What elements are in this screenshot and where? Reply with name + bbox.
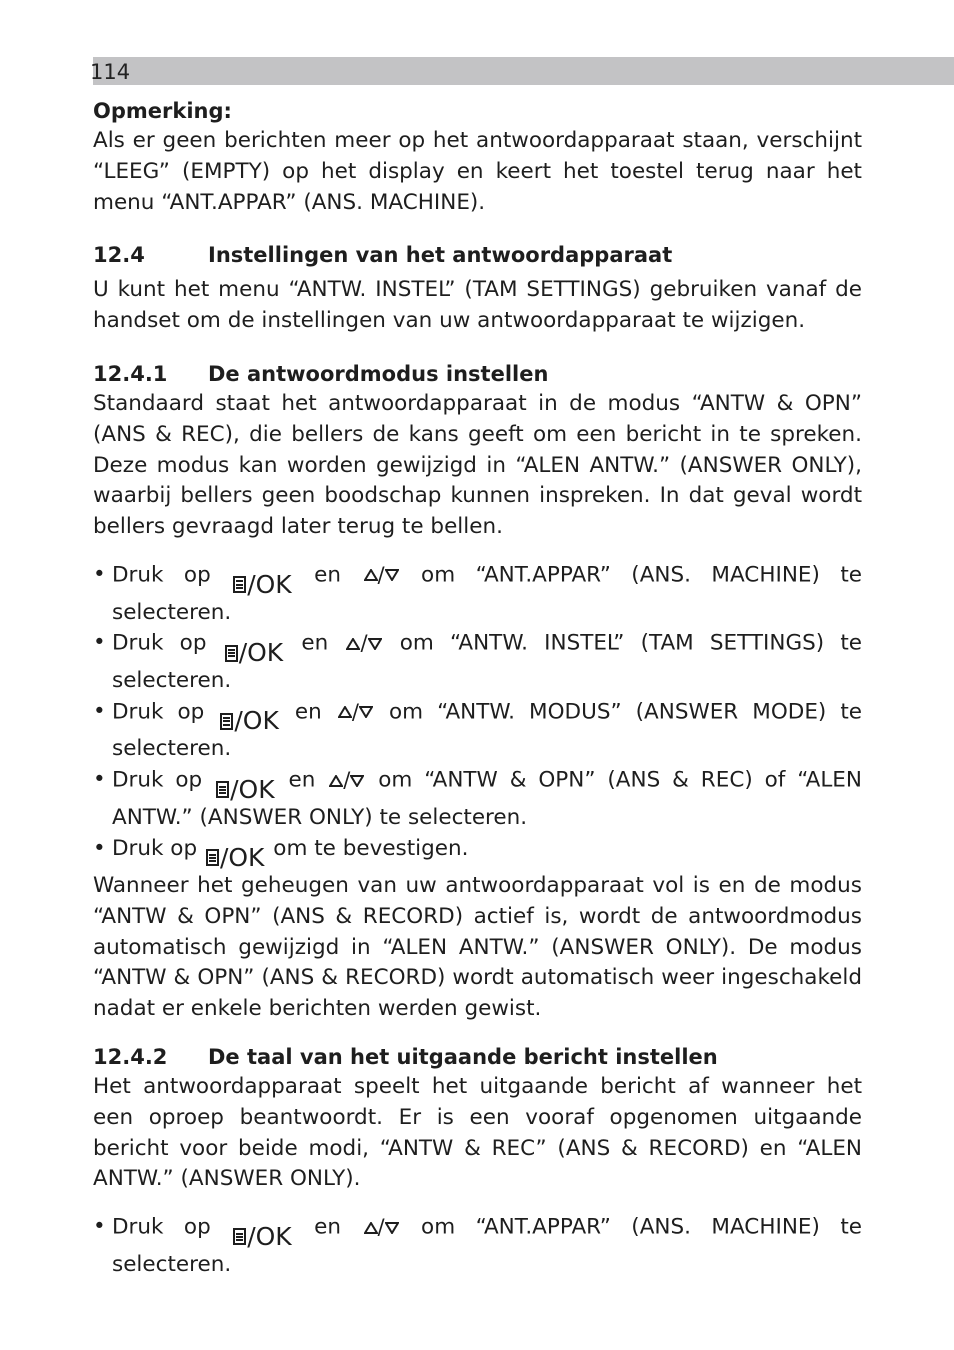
step-post: om “ANTW. INSTEL” (TAM SETTINGS) te selecteren. (112, 630, 862, 694)
ok-label: /OK (219, 842, 265, 872)
slash: / (377, 1215, 385, 1240)
menu-list-icon (225, 645, 238, 662)
slash: / (351, 699, 359, 724)
step-item (93, 628, 862, 696)
up-arrow-icon (364, 569, 378, 581)
slash: / (377, 562, 385, 587)
ok-label: /OK (247, 1221, 292, 1251)
step-mid: en (301, 630, 329, 656)
menu-list-icon (216, 781, 229, 798)
menu-list-icon (233, 576, 246, 593)
step-pre: Druk op (112, 1214, 211, 1240)
menu-ok-key (233, 1221, 292, 1251)
menu-ok-key (233, 569, 292, 599)
down-arrow-icon (350, 775, 364, 787)
bullet: • (93, 630, 106, 656)
step-mid: en (314, 562, 342, 588)
section-heading-12-4-1 (93, 359, 862, 389)
down-arrow-icon (385, 569, 399, 581)
menu-ok-key (206, 842, 265, 872)
bullet: • (93, 767, 106, 793)
section-outro: Wanneer het geheugen van uw antwoordapparaat vol is en de modus “ANTW & OPN” (ANS & RECORD) actief is, wordt de antwoordmodus automatisch gewijzigd in “ALEN ANTW.” (ANSWER ONLY). De modus “ANTW & OPN” (ANS & RECORD) wordt automatisch weer ingeschakeld nadat er enkele berichten werden gewist. (93, 872, 862, 1022)
up-down-keys (338, 697, 373, 728)
bullet: • (93, 1214, 106, 1240)
header-bar (93, 57, 954, 85)
section-intro: Het antwoordapparaat speelt het uitgaande bericht af wanneer het een oproep beantwoordt. Er is een vooraf opgenomen uitgaande bericht voor beide modi, “ANTW & REC” (ANS & RECORD) en “ALEN ANTW.” (ANSWER ONLY). (93, 1073, 862, 1192)
step-mid: en (314, 1214, 342, 1240)
section-number: 12.4.2 (93, 1044, 168, 1069)
menu-list-icon (233, 1228, 246, 1245)
section-intro: Standaard staat het antwoordapparaat in de modus “ANTW & OPN” (ANS & REC), die bellers de kans geeft om een bericht in te spreken. Deze modus kan worden gewijzigd in “ALEN ANTW.” (ANSWER ONLY), waarbij bellers geen boodschap kunnen inspreken. In dat geval wordt bellers gevraagd later terug te bellen. (93, 390, 862, 540)
section-title: Instellingen van het antwoordapparaat (208, 243, 673, 268)
menu-list-icon (206, 849, 219, 866)
bullet: • (93, 835, 106, 861)
steps-list (93, 1212, 862, 1280)
step-post: om “ANTW. MODUS” (ANSWER MODE) te selecteren. (112, 699, 862, 762)
down-arrow-icon (368, 638, 382, 650)
ok-label: /OK (247, 569, 292, 599)
section-title: De taal van het uitgaande bericht instellen (208, 1044, 718, 1069)
down-arrow-icon (385, 1222, 399, 1234)
step-mid: en (288, 767, 316, 793)
section-title: De antwoordmodus instellen (208, 361, 549, 386)
menu-list-icon (220, 713, 233, 730)
step-pre: Druk op (112, 699, 205, 725)
up-down-keys (329, 765, 364, 796)
section-heading-12-4 (93, 240, 862, 270)
steps-list (93, 560, 862, 871)
step-pre: Druk op (112, 562, 211, 588)
step-post: om “ANT.APPAR” (ANS. MACHINE) te selecteren. (112, 1214, 862, 1277)
ok-label: /OK (238, 638, 284, 668)
section-number: 12.4 (93, 243, 145, 268)
up-down-keys (364, 560, 399, 591)
step-item (93, 697, 862, 765)
up-arrow-icon (329, 775, 343, 787)
step-pre: Druk op (112, 835, 198, 861)
slash: / (360, 631, 368, 656)
step-post: om “ANTW & OPN” (ANS & REC) of “ALEN ANTW.” (ANSWER ONLY) te selecteren. (112, 767, 862, 830)
note-text: Als er geen berichten meer op het antwoordapparaat staan, verschijnt “LEEG” (EMPTY) op het display en keert het toestel terug naar het menu “ANT.APPAR” (ANS. MACHINE). (93, 128, 862, 215)
page-content (93, 96, 862, 1281)
slash: / (343, 768, 351, 793)
down-arrow-icon (359, 706, 373, 718)
step-post: om “ANT.APPAR” (ANS. MACHINE) te selecteren. (112, 562, 862, 625)
ok-label: /OK (230, 774, 275, 804)
menu-ok-key (225, 640, 284, 666)
up-down-keys (364, 1212, 399, 1243)
step-mid: en (294, 699, 322, 725)
section-text: U kunt het menu “ANTW. INSTEL” (TAM SETTINGS) gebruiken vanaf de handset om de instellingen van uw antwoordapparaat te wijzigen. (93, 277, 862, 334)
step-pre: Druk op (112, 767, 203, 793)
ok-label: /OK (234, 706, 279, 736)
step-item (93, 834, 862, 871)
menu-ok-key (220, 708, 279, 734)
step-pre: Druk op (112, 630, 207, 656)
section-heading-12-4-2 (93, 1042, 862, 1072)
bullet: • (93, 698, 106, 724)
step-item (93, 560, 862, 628)
up-down-keys (346, 628, 381, 659)
bullet: • (93, 561, 106, 587)
step-post: om te bevestigen. (273, 835, 469, 861)
step-item (93, 1212, 862, 1280)
up-arrow-icon (364, 1222, 378, 1234)
step-item (93, 765, 862, 833)
menu-ok-key (216, 774, 275, 804)
section-number: 12.4.1 (93, 361, 168, 386)
note-title: Opmerking: (93, 99, 232, 123)
up-arrow-icon (338, 706, 352, 718)
up-arrow-icon (346, 638, 360, 650)
page-number: 114 (90, 60, 131, 84)
